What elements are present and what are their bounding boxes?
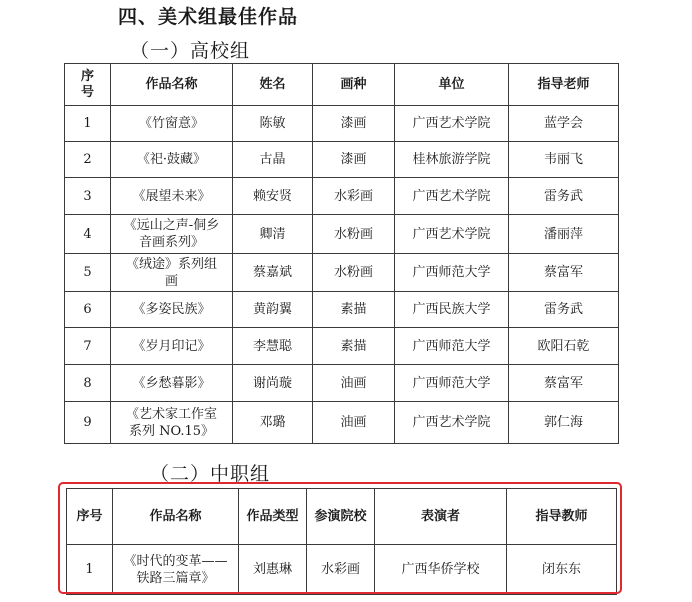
table-cell: 广西艺术学院 <box>395 402 509 444</box>
header-cell: 画种 <box>313 64 395 106</box>
table-cell: 油画 <box>313 365 395 402</box>
table-cell: 素描 <box>313 328 395 365</box>
table-row <box>67 545 617 595</box>
section-title: 四、美术组最佳作品 <box>118 6 299 28</box>
table-row <box>65 142 619 178</box>
table-cell: 油画 <box>313 402 395 444</box>
table-cell: 4 <box>65 215 111 254</box>
header-cell: 指导教师 <box>507 489 617 545</box>
table-cell: 《多姿民族》 <box>111 292 233 328</box>
table-cell: 3 <box>65 178 111 215</box>
table-row <box>65 402 619 444</box>
table-cell: 赖安贤 <box>233 178 313 215</box>
table-header-row <box>65 64 619 106</box>
table-cell: 漆画 <box>313 142 395 178</box>
table-cell: 《艺术家工作室系列 NO.15》 <box>111 402 233 444</box>
table-row <box>65 215 619 254</box>
table-cell: 广西师范大学 <box>395 328 509 365</box>
header-cell: 指导老师 <box>509 64 619 106</box>
higher-ed-table <box>64 63 619 444</box>
header-cell: 单位 <box>395 64 509 106</box>
table-cell: 陈敏 <box>233 106 313 142</box>
table-row <box>65 178 619 215</box>
table-cell: 广西师范大学 <box>395 365 509 402</box>
table-row <box>65 292 619 328</box>
table-cell: 广西师范大学 <box>395 254 509 292</box>
table-cell: 水彩画 <box>313 178 395 215</box>
table-cell: 《远山之声-侗乡音画系列》 <box>111 215 233 254</box>
table-cell: 谢尚璇 <box>233 365 313 402</box>
vocational-table <box>66 488 617 595</box>
table-cell: 广西华侨学校 <box>375 545 507 595</box>
table-cell: 广西艺术学院 <box>395 178 509 215</box>
table-cell: 卿清 <box>233 215 313 254</box>
table-cell: 雷务武 <box>509 178 619 215</box>
table-cell: 潘丽萍 <box>509 215 619 254</box>
header-cell: 作品类型 <box>239 489 307 545</box>
header-cell: 序号 <box>67 489 113 545</box>
table-cell: 桂林旅游学院 <box>395 142 509 178</box>
table-cell: 广西民族大学 <box>395 292 509 328</box>
table-cell: 水粉画 <box>313 215 395 254</box>
table-cell: 欧阳石乾 <box>509 328 619 365</box>
table-cell: 李慧聪 <box>233 328 313 365</box>
table-cell: 1 <box>65 106 111 142</box>
table-cell: 雷务武 <box>509 292 619 328</box>
table-cell: 刘惠琳 <box>239 545 307 595</box>
table-cell: 蔡嘉斌 <box>233 254 313 292</box>
table-cell: 韦丽飞 <box>509 142 619 178</box>
table-cell: 《乡愁暮影》 <box>111 365 233 402</box>
header-cell: 参演院校 <box>307 489 375 545</box>
table-cell: 《祀·鼓藏》 <box>111 142 233 178</box>
table-cell: 《岁月印记》 <box>111 328 233 365</box>
table-cell: 漆画 <box>313 106 395 142</box>
header-cell: 姓名 <box>233 64 313 106</box>
table-cell: 6 <box>65 292 111 328</box>
table-cell: 《时代的变革——铁路三篇章》 <box>113 545 239 595</box>
header-cell: 作品名称 <box>113 489 239 545</box>
table-row <box>65 254 619 292</box>
table-cell: 闭东东 <box>507 545 617 595</box>
table-cell: 黄韵翼 <box>233 292 313 328</box>
table-cell: 水彩画 <box>307 545 375 595</box>
table-cell: 古晶 <box>233 142 313 178</box>
table-cell: 8 <box>65 365 111 402</box>
table-cell: 5 <box>65 254 111 292</box>
header-cell: 序号 <box>65 64 111 106</box>
table-row <box>65 106 619 142</box>
table-cell: 蔡富军 <box>509 365 619 402</box>
table-cell: 郭仁海 <box>509 402 619 444</box>
table-cell: 素描 <box>313 292 395 328</box>
table-cell: 广西艺术学院 <box>395 106 509 142</box>
table-cell: 9 <box>65 402 111 444</box>
table-cell: 7 <box>65 328 111 365</box>
table-cell: 1 <box>67 545 113 595</box>
table-cell: 广西艺术学院 <box>395 215 509 254</box>
table-cell: 2 <box>65 142 111 178</box>
table-row <box>65 328 619 365</box>
table-cell: 蓝学会 <box>509 106 619 142</box>
table-cell: 蔡富军 <box>509 254 619 292</box>
header-cell: 作品名称 <box>111 64 233 106</box>
table-cell: 《竹窗意》 <box>111 106 233 142</box>
higher-ed-subtitle: （一）高校组 <box>130 40 251 62</box>
table-cell: 水粉画 <box>313 254 395 292</box>
table-cell: 《绒途》系列组画 <box>111 254 233 292</box>
table-row <box>65 365 619 402</box>
vocational-subtitle: （二）中职组 <box>150 463 271 485</box>
table-cell: 《展望未来》 <box>111 178 233 215</box>
table-cell: 邓璐 <box>233 402 313 444</box>
table-header-row <box>67 489 617 545</box>
header-cell: 表演者 <box>375 489 507 545</box>
